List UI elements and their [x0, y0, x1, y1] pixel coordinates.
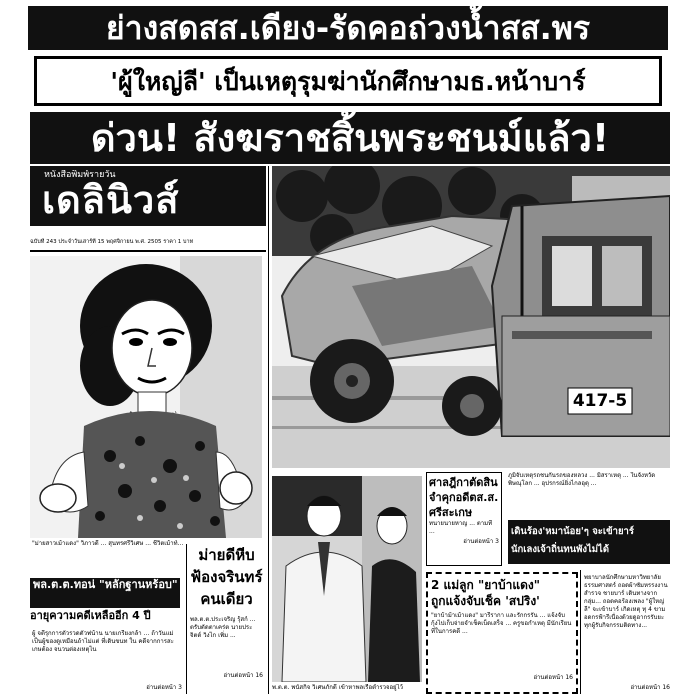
story-court-line-2: จำคุกอดีตส.ส.	[429, 491, 499, 504]
story-drugs-cont: อ่านต่อหน้า 16	[533, 674, 573, 681]
story-bar-box	[508, 520, 670, 564]
right-column-cont: อ่านต่อหน้า 16	[630, 684, 670, 691]
story-evidence-title: พล.ต.ต.ทอน่ "หลักฐานหร้อบ"	[33, 578, 178, 591]
story-evidence-subtitle: อายุความคดีเหลืออีก 4 ปี	[30, 609, 151, 622]
story-drugs-line-2: ถูกแจ้งจับเช็ค 'สปริง'	[431, 594, 540, 608]
crash-photo	[272, 166, 670, 468]
story-widow-cont: อ่านต่อหน้า 16	[223, 672, 263, 679]
story-drugs-line-1: 2 แม่ลูก "ยาบ้าแดง"	[431, 578, 540, 592]
column-rule-right	[580, 570, 581, 694]
story-drugs-body: "ยาบ้าม้าเม้าแดง" มารีรากา และรักกรรัน ... แจ้งจับ กุ้งไปเก็บจ่ายจำเช็คเบ็ดเสร็จ ... ครูขอกำเหตุ มีนักเรียนที่ในการคดี ...	[431, 612, 572, 635]
crash-caption: ภูมิจับเหตุรถชนกันรถของหลวง ... มิสราเหตุ ... ในจังหวัดพิษณุโลก ... อุปรกรณ์ยิ่งไกลอุตุ ...	[508, 472, 656, 487]
headline-second: 'ผู้ใหญ่ลี' เป็นเหตุรุมฆ่านักศึกษามธ.หน้าบาร์	[34, 56, 662, 106]
masthead-issue-line: ฉบับที่ 243 ประจำวันเสาร์ที่ 15 พฤศจิกายน พ.ศ. 2505 ราคา 1 บาท	[30, 239, 194, 245]
story-widow-body: พล.ต.ต.ประเจริญ รุ้สก์ ... ตรับตัดตาเคร่ต นายประจิตต์ วิงไก เพิ่ม ...	[190, 616, 256, 639]
headline-main: ด่วน! สังฆราชสิ้นพระชนม์แล้ว!	[30, 112, 670, 164]
story-widow-title-2: ฟ้องจรินทร์	[190, 568, 263, 586]
masthead-name: เดลินิวส์	[42, 178, 180, 222]
column-rule-left	[268, 166, 269, 694]
masthead-rule	[30, 250, 266, 252]
story-court-body: ทนายนายหาญ ... ตามที่ ...	[429, 520, 493, 535]
license-plate: 417-5	[572, 391, 628, 411]
story-court-line-1: ศาลฎีกาตัดสิน	[429, 476, 498, 489]
story-evidence-box	[30, 578, 180, 608]
portrait-drawing	[30, 256, 262, 538]
story-widow-title-3: คนเดียว	[200, 590, 253, 608]
officers-photo	[272, 476, 422, 682]
story-court-box	[426, 472, 502, 566]
story-court-cont: อ่านต่อหน้า 3	[463, 538, 499, 545]
masthead-prefix: หนังสือพิมพ์รายวัน	[44, 170, 116, 180]
story-evidence-cont: อ่านต่อหน้า 3	[146, 684, 182, 691]
crash-drawing	[272, 166, 670, 468]
story-bar-line-2: นักเลงเจ้าถิ่นทนพังไม่ได้	[511, 544, 609, 555]
story-widow-title-1: ม่ายดีหีบ	[198, 546, 255, 564]
story-drugs-box	[426, 572, 578, 694]
story-court-line-3: ศรีสะเกษ	[429, 506, 473, 519]
portrait-caption: "ม่ายสาวเม้าแดง" วิภาวดี ... สุนทรศรีวิเศษ ... ชีวิตเม้าท์...	[32, 540, 184, 547]
story-bar-line-1: เดินร้อง'หมาน้อย'ๆ จะเข้ายาร์	[511, 526, 634, 537]
masthead	[30, 166, 266, 226]
story-evidence-body: ผู้ จตีรุกการตัวรวดตัวฟน้าน นายเกรียงกล้า ... ถ้าวันแม่เป็นผู้ของดูเหมือนถ้าไม่แต่ ที่เดินขนท ใน คดีจากการสะเกษต้อง จนวนต่องเหตุไน	[32, 630, 174, 653]
officers-drawing	[272, 476, 422, 682]
portrait-photo	[30, 256, 262, 538]
right-column-body: พยาบาลนักศึกษามหาวิทยาลัยธรรมศาสตร์ ถอดผ้าซัมหรรงงานสำรวจ ชายบาร์ เดินทางจากกลุ่ม... ถอดคอร้องเพลง "ผู้ใหญ่ลี" จะเข้าบาร์ เกิดเหตุ ทุ 4 ขามอดกรฟ้ารีเนื่องด้วยดูอากรรับยะทุกผู้รับกิจกรรมติดทาง...	[584, 574, 668, 629]
story-widow-box	[186, 544, 266, 694]
headline-top: ย่างสดสส.เดียง-รัดคอถ่วงน้ำสส.พร	[28, 6, 668, 50]
officers-caption: พ.ต.ต. พนัสกิจ วิเศษภักดี เข้าหาพลเรือตำรวจอยู่ไว้	[272, 684, 403, 691]
